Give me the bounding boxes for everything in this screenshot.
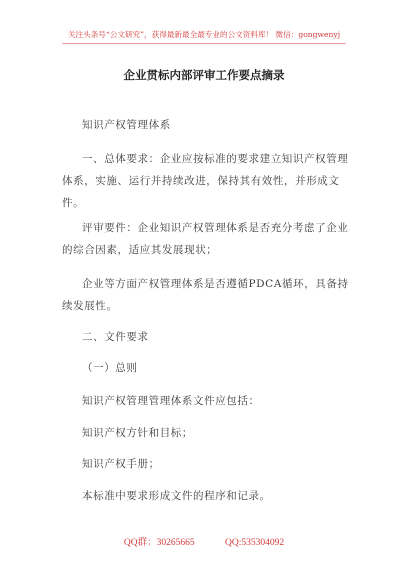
subsection-heading-general <box>62 357 362 379</box>
header-note: 关注头条号“公文研究”，获得最新最全最专业的公文资料库！ 微信：gongwenyj <box>67 30 341 39</box>
para-line: 续发展性。 <box>62 300 118 312</box>
footer-qq-group: QQ群：30265665 <box>123 538 195 548</box>
header-divider <box>62 43 346 44</box>
list-item-policy-objectives <box>62 422 362 444</box>
document-title: 企业贯标内部评审工作要点摘录 <box>123 68 285 82</box>
list-item-manual <box>62 453 362 475</box>
paragraph-system-documents <box>62 390 362 412</box>
para-line: 知识产权管理体系 <box>82 119 171 131</box>
para-line: 知识产权方针和目标； <box>82 427 193 439</box>
para-line: （一）总则 <box>82 362 138 374</box>
list-item-procedures-records <box>62 485 362 507</box>
footer-qq: QQ:535304092 <box>224 538 285 548</box>
para-line: 件。 <box>62 197 85 209</box>
section-heading-document-requirements <box>62 326 362 348</box>
para-line: 知识产权管理管理体系文件应包括： <box>82 395 260 407</box>
footer-contact <box>0 534 408 548</box>
para-line: 企业等方面产权管理体系是否遵循PDCA循环，具备持 <box>82 278 349 290</box>
para-line: 知识产权手册； <box>82 458 160 470</box>
para-line: 本标准中要求形成文件的程序和记录。 <box>82 490 271 502</box>
paragraph-pdca <box>62 273 362 317</box>
section-heading-ip-system <box>62 114 362 136</box>
para-line: 二、文件要求 <box>82 331 149 343</box>
paragraph-review-elements <box>62 217 362 261</box>
paragraph-general-requirements <box>62 148 362 214</box>
para-line: 的综合因素，适应其发展现状； <box>62 244 218 256</box>
para-line: 评审要件：企业知识产权管理体系是否充分考虑了企业 <box>82 222 349 234</box>
para-line: 体系，实施、运行并持续改进，保持其有效性，并形成文 <box>62 175 340 187</box>
para-line: 一、总体要求：企业应按标准的要求建立知识产权管理 <box>82 153 349 165</box>
